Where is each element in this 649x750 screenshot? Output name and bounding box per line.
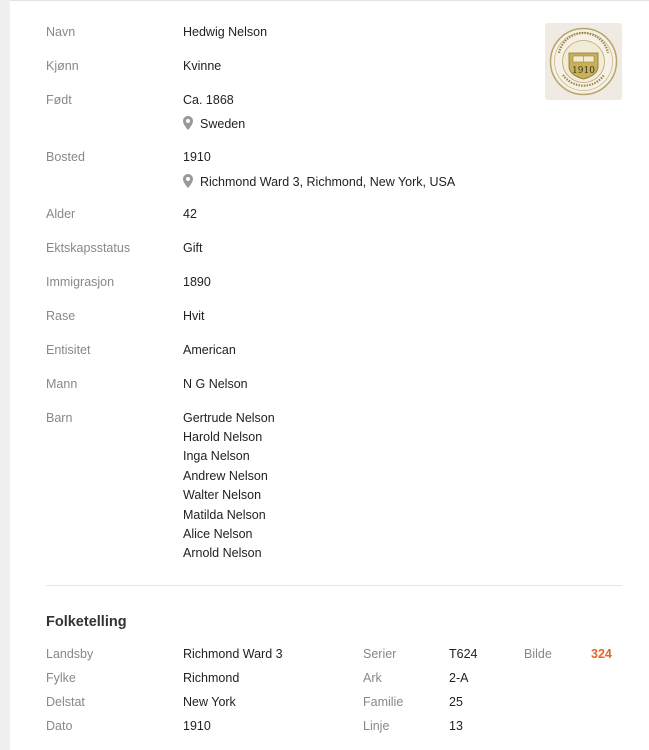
child-name[interactable]: Harold Nelson bbox=[183, 430, 263, 444]
child-name[interactable]: Alice Nelson bbox=[183, 527, 253, 541]
census-label-sheet: Ark bbox=[363, 671, 382, 685]
census-label-county: Fylke bbox=[46, 671, 76, 685]
residence-place-text: Richmond Ward 3, Richmond, New York, USA bbox=[200, 175, 456, 189]
child-name[interactable]: Arnold Nelson bbox=[183, 546, 262, 560]
field-value-name: Hedwig Nelson bbox=[183, 25, 268, 39]
census-image-link[interactable]: 324 bbox=[591, 647, 612, 661]
field-label-born: Født bbox=[46, 93, 72, 107]
field-label-residence: Bosted bbox=[46, 150, 85, 164]
census-value-series: T624 bbox=[449, 647, 478, 661]
census-seal-thumbnail[interactable] bbox=[545, 23, 622, 100]
seal-year: 1910 bbox=[572, 66, 595, 76]
field-value-gender: Kvinne bbox=[183, 59, 222, 73]
child-name[interactable]: Gertrude Nelson bbox=[183, 411, 275, 425]
census-label-line: Linje bbox=[363, 719, 390, 733]
field-value-husband[interactable]: N G Nelson bbox=[183, 377, 248, 391]
field-value-residence: 1910 bbox=[183, 150, 211, 164]
residence-place bbox=[183, 174, 455, 189]
field-label-name: Navn bbox=[46, 25, 76, 39]
field-label-immigration: Immigrasjon bbox=[46, 275, 115, 289]
field-value-immigration: 1890 bbox=[183, 275, 211, 289]
census-label-family: Familie bbox=[363, 695, 404, 709]
census-section-title: Folketelling bbox=[46, 614, 127, 630]
born-place bbox=[183, 116, 245, 131]
field-label-race: Rase bbox=[46, 309, 76, 323]
census-value-date: 1910 bbox=[183, 719, 211, 733]
census-seal-icon bbox=[545, 23, 622, 100]
census-value-sheet: 2-A bbox=[449, 671, 469, 685]
field-label-children: Barn bbox=[46, 411, 73, 425]
census-value-line: 13 bbox=[449, 719, 463, 733]
census-label-state: Delstat bbox=[46, 695, 85, 709]
field-label-husband: Mann bbox=[46, 377, 78, 391]
location-pin-icon bbox=[183, 174, 193, 188]
child-name[interactable]: Andrew Nelson bbox=[183, 469, 268, 483]
census-value-state: New York bbox=[183, 695, 236, 709]
child-name[interactable]: Inga Nelson bbox=[183, 449, 250, 463]
field-label-ethnicity: Entisitet bbox=[46, 343, 91, 357]
field-label-age: Alder bbox=[46, 207, 76, 221]
census-label-village: Landsby bbox=[46, 647, 94, 661]
census-label-series: Serier bbox=[363, 647, 397, 661]
record-card bbox=[10, 0, 649, 750]
field-value-marital-status: Gift bbox=[183, 241, 203, 255]
child-name[interactable]: Walter Nelson bbox=[183, 488, 262, 502]
census-value-county: Richmond bbox=[183, 671, 240, 685]
child-name[interactable]: Matilda Nelson bbox=[183, 508, 266, 522]
field-value-ethnicity: American bbox=[183, 343, 236, 357]
field-label-marital-status: Ektskapsstatus bbox=[46, 241, 131, 255]
section-divider bbox=[46, 585, 622, 586]
field-value-race: Hvit bbox=[183, 309, 205, 323]
field-value-born: Ca. 1868 bbox=[183, 93, 234, 107]
field-value-age: 42 bbox=[183, 207, 197, 221]
census-label-image: Bilde bbox=[524, 647, 552, 661]
born-place-text: Sweden bbox=[200, 117, 246, 131]
field-label-gender: Kjønn bbox=[46, 59, 79, 73]
location-pin-icon bbox=[183, 116, 193, 130]
census-label-date: Dato bbox=[46, 719, 73, 733]
census-value-family: 25 bbox=[449, 695, 463, 709]
census-value-village: Richmond Ward 3 bbox=[183, 647, 283, 661]
